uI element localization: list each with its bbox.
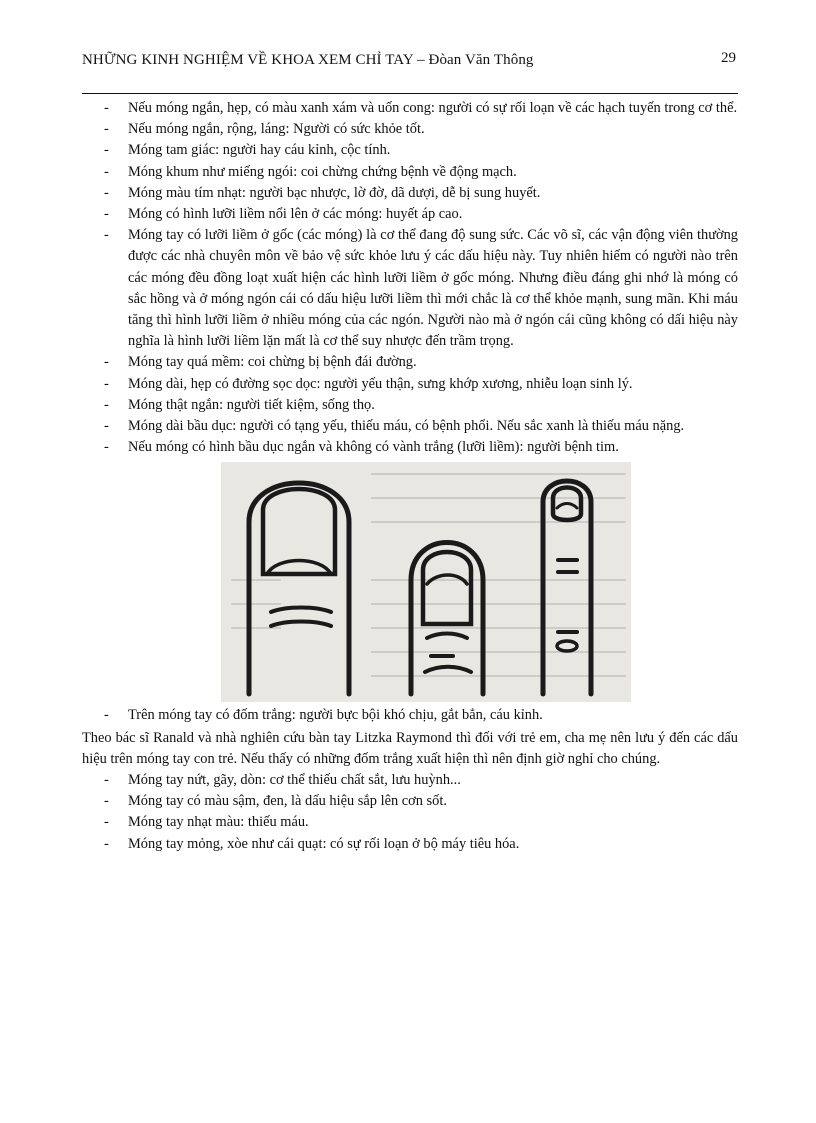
list-dash: - <box>104 793 109 810</box>
list-dash: - <box>104 418 109 435</box>
finger-narrow <box>543 481 591 694</box>
page-body <box>82 98 738 855</box>
list-item: - Móng dài bầu dục: người có tạng yếu, thiếu máu, có bệnh phổi. Nếu sắc xanh là thiếu máu nặng. <box>82 416 738 437</box>
list-dash: - <box>104 163 109 180</box>
fingernail-drawing <box>221 462 631 702</box>
finger-wide-crease-2 <box>271 622 331 627</box>
header-rule <box>82 93 738 94</box>
list-dash: - <box>104 396 109 413</box>
list-item: - Móng thật ngắn: người tiết kiệm, sống thọ. <box>82 395 738 416</box>
bullet-list-bottom <box>82 770 738 855</box>
list-dash: - <box>104 121 109 138</box>
list-item: - Móng tay quá mềm: coi chừng bị bệnh đái đường. <box>82 352 738 373</box>
list-dash: - <box>104 707 109 724</box>
list-dash: - <box>104 184 109 201</box>
list-dash: - <box>104 227 109 244</box>
page-number: 29 <box>721 50 736 66</box>
list-dash: - <box>104 835 109 852</box>
list-dash: - <box>104 354 109 371</box>
list-item: - Móng tam giác: người hay cáu kỉnh, cộc tính. <box>82 140 738 161</box>
list-item: - Trên móng tay có đốm trắng: người bực bội khó chịu, gắt bẳn, cáu kỉnh. <box>82 705 738 726</box>
finger-medium-crease-3 <box>425 667 471 672</box>
list-dash: - <box>104 772 109 789</box>
header-title: NHỮNG KINH NGHIỆM VỀ KHOA XEM CHỈ TAY – Đòan Văn Thông <box>82 52 534 68</box>
body-paragraph: Theo bác sĩ Ranald và nhà nghiên cứu bàn tay Litzka Raymond thì đối với trẻ em, cha mẹ nên lưu ý đến các dấu hiệu trên móng tay con trẻ. Nếu thấy có những đốm trắng xuất hiện thì nên định giờ nghỉ cho chúng. <box>82 729 738 767</box>
list-item: - Móng tay có lưỡi liềm ở gốc (các móng) là cơ thể đang độ sung sức. Các võ sĩ, các vận động viên thường được các nhà chuyên môn về bảo vệ sức khỏe lưu ý các dấu hiệu này. Tuy nhiên hiếm có người nào trên các móng đều đồng loạt xuất hiện các hình lưỡi liềm ở gốc móng. Nhưng điều đáng ghi nhớ là móng có sắc hồng và ở móng ngón cái có dấu hiệu lưỡi liềm thì mới chắc là cơ thể khỏe mạnh, sung mãn. Khi máu tăng thì hình lưỡi liềm ở nhiều móng của các ngón. Người nào mà ở ngón cái cũng không có dấi hiệu này nghĩa là hình lưỡi liềm lặn mất là cơ thể suy nhược đến trầm trọng. <box>104 227 738 350</box>
list-item: - Móng có hình lưỡi liềm nổi lên ở các móng: huyết áp cao. <box>82 204 738 225</box>
bullet-list-top <box>82 98 738 458</box>
list-dash: - <box>104 375 109 392</box>
list-item: - Móng tay có màu sậm, đen, là dấu hiệu sắp lên cơn sốt. <box>82 791 738 812</box>
list-item: - Nếu móng ngắn, rộng, láng: Người có sức khỏe tốt. <box>82 119 738 140</box>
list-item: - Móng tay mỏng, xòe như cái quạt: có sự rối loạn ở bộ máy tiêu hóa. <box>82 834 738 855</box>
list-item: - Móng dài, hẹp có đường sọc dọc: người yếu thận, sưng khớp xương, nhiễu loạn sinh lý. <box>82 374 738 395</box>
list-dash: - <box>104 439 109 456</box>
finger-medium <box>411 543 483 695</box>
list-dash: - <box>104 814 109 831</box>
list-dash: - <box>104 142 109 159</box>
list-item: - Móng tay nứt, gãy, dòn: cơ thể thiếu chất sắt, lưu huỳnh... <box>82 770 738 791</box>
page-header <box>82 52 738 74</box>
finger-narrow-lunula <box>557 504 577 509</box>
finger-wide-crease-1 <box>271 608 331 613</box>
fingernail-illustration <box>221 462 631 702</box>
list-dash: - <box>104 206 109 223</box>
list-item: - Móng màu tím nhạt: người bạc nhược, lờ đờ, dã dượi, dễ bị sung huyết. <box>82 183 738 204</box>
finger-narrow-spot <box>557 641 577 651</box>
list-dash: - <box>104 100 109 116</box>
finger-medium-nail <box>423 552 471 624</box>
list-item: - Nếu móng ngắn, hẹp, có màu xanh xám và uốn cong: người có sự rối loạn về các hạch tuyến trong cơ thể. <box>82 98 738 119</box>
list-item: - Móng tay nhạt màu: thiếu máu. <box>82 812 738 833</box>
finger-wide <box>249 483 349 694</box>
finger-medium-crease-1 <box>427 634 467 639</box>
finger-narrow-outline <box>543 481 591 694</box>
list-item: - Nếu móng có hình bầu dục ngắn và không có vành trắng (lưỡi liềm): người bệnh tim. <box>82 437 738 458</box>
list-item: - Móng khum như miếng ngói: coi chừng chứng bệnh về động mạch. <box>82 162 738 183</box>
